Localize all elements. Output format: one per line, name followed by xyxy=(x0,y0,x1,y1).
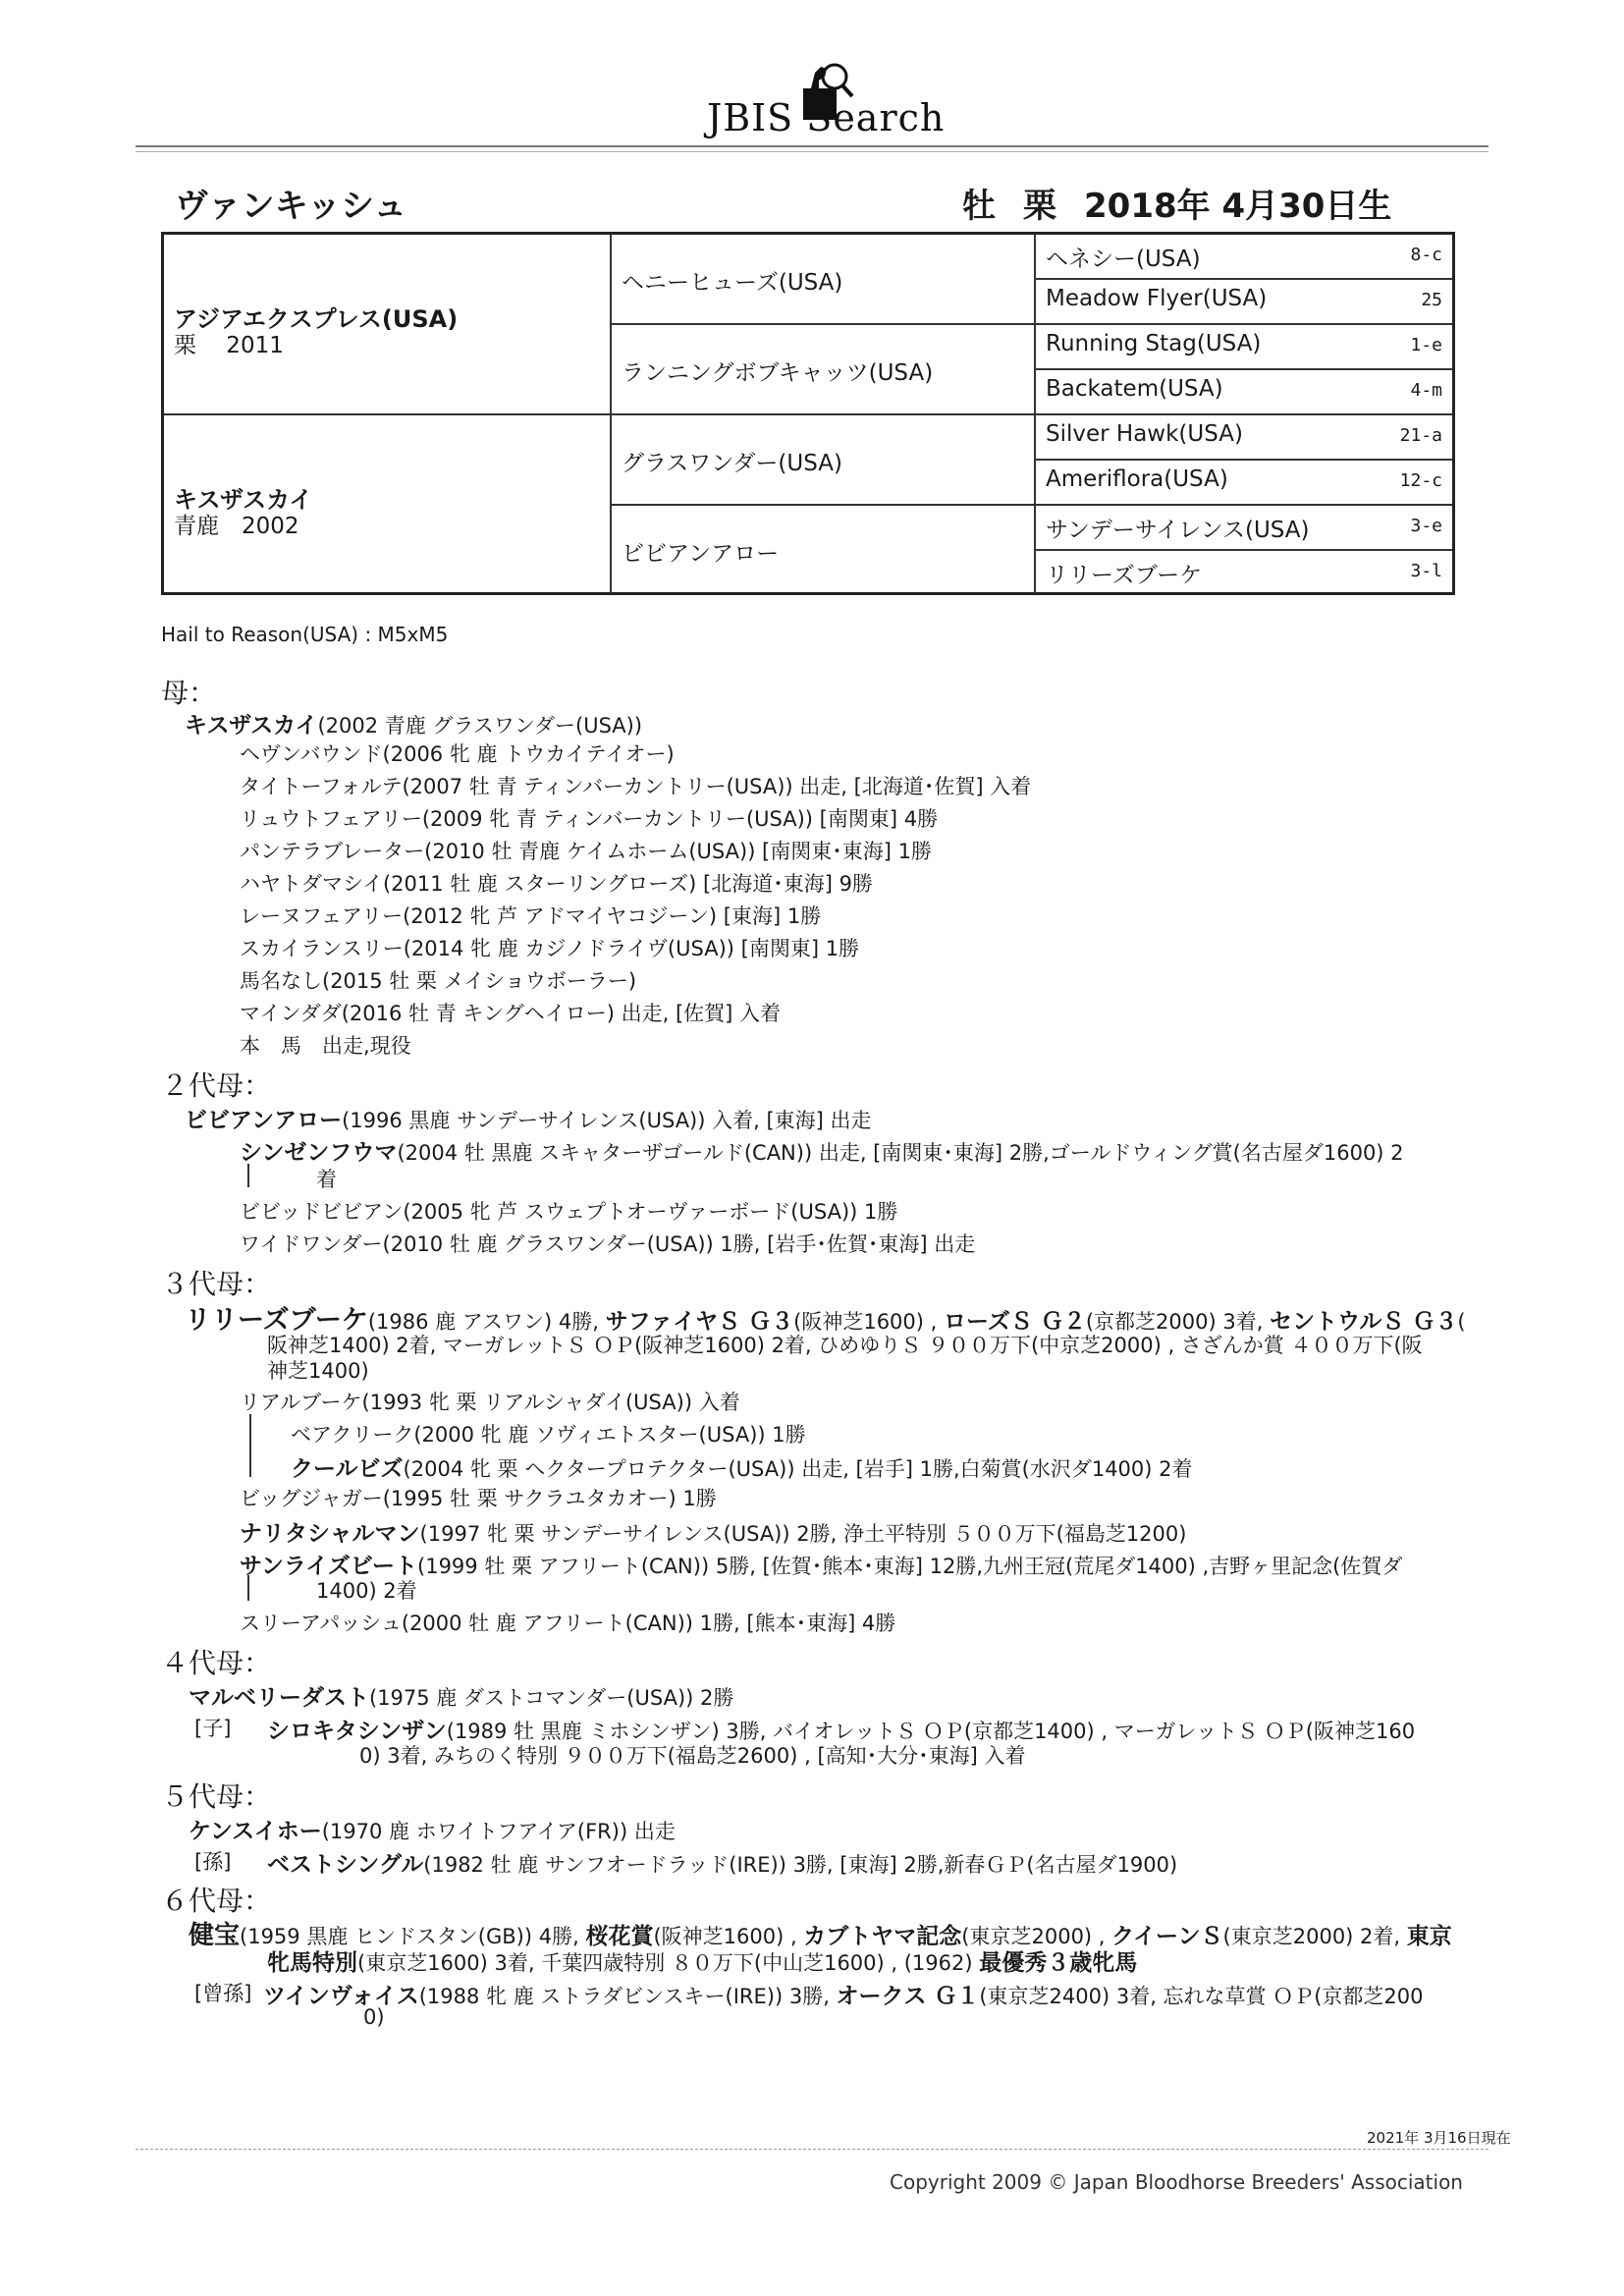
list-item: ワイドワンダー(2010 牡 鹿 グラスワンダー(USA)) 1勝, [岩手･佐賀･東海] 出走 xyxy=(240,1232,976,1256)
g3-2-note: 25 xyxy=(1421,290,1442,310)
list-item: ベストシングル(1982 牡 鹿 サンフオードラッド(IRE)) 3勝, [東海] 2勝,新春ＧＰ(名古屋ダ1900) xyxy=(267,1852,1178,1878)
g3-1: ヘネシー(USA) xyxy=(1046,246,1201,272)
inbreeding-note: Hail to Reason(USA) : M5xM5 xyxy=(161,623,449,646)
list-item: ベアクリーク(2000 牝 鹿 ソヴィエトスター(USA)) 1勝 xyxy=(291,1423,806,1447)
g3-8-note: 3-l xyxy=(1410,561,1442,581)
header-rule xyxy=(135,145,1489,147)
dam-sire: グラスワンダー(USA) xyxy=(622,451,842,476)
section-5th-dam: ５代母： xyxy=(161,1780,272,1813)
list-item: 健宝(1959 黒鹿 ヒンドスタン(GB)) 4勝, 桜花賞(阪神芝1600) , カブトヤマ記念(東京芝2000) , クイーンＳ(東京芝2000) 2着, 東京 xyxy=(189,1921,1452,1950)
g3-6-note: 12-c xyxy=(1399,470,1442,491)
g3-7: サンデーサイレンス(USA) xyxy=(1046,518,1310,543)
list-item: [子] xyxy=(194,1717,232,1740)
list-item: キスザスカイ(2002 青鹿 グラスワンダー(USA)) xyxy=(185,713,643,738)
list-item: リュウトフェアリー(2009 牝 青 ティンバーカントリー(USA)) [南関東] 4勝 xyxy=(240,807,939,831)
horse-name: ヴァンキッシュ xyxy=(175,187,407,226)
list-item: 馬名なし(2015 牡 栗 メイショウボーラー) xyxy=(240,969,637,993)
list-item: [曾孫] xyxy=(194,1982,252,2005)
list-item: 牝馬特別(東京芝1600) 3着, 千葉四歳特別 ８０万下(中山芝1600) , (1962) 最優秀３歳牝馬 xyxy=(267,1950,1138,1976)
list-item: ハヤトダマシイ(2011 牡 鹿 スターリングローズ) [北海道･東海] 9勝 xyxy=(240,872,873,896)
section-3rd-dam: ３代母： xyxy=(161,1268,272,1300)
footer-rule xyxy=(135,2149,1489,2150)
section-4th-dam: ４代母： xyxy=(161,1647,272,1679)
tree-bar xyxy=(247,1164,249,1187)
tree-bar xyxy=(247,1575,249,1601)
list-item: パンテラブレーター(2010 牡 青鹿 ケイムホーム(USA)) [南関東･東海] 1勝 xyxy=(240,840,932,863)
list-item: 神芝1400) xyxy=(267,1359,369,1383)
horse-info xyxy=(962,179,1419,227)
dam-name: キスザスカイ xyxy=(174,486,313,514)
sire-dam: ランニングボブキャッツ(USA) xyxy=(622,360,934,386)
list-item: サンライズビート(1999 牡 栗 アフリート(CAN)) 5勝, [佐賀･熊本･東海] 12勝,九州王冠(荒尾ダ1400) ,吉野ヶ里記念(佐賀ダ xyxy=(240,1554,1403,1579)
sire-info: 栗 2011 xyxy=(174,333,284,358)
tree-bar xyxy=(249,1414,251,1477)
list-item: ビビアンアロー(1996 黒鹿 サンデーサイレンス(USA)) 入着, [東海] 出走 xyxy=(185,1108,872,1133)
list-item: シンゼンフウマ(2004 牡 黒鹿 スキャターザゴールド(CAN)) 出走, [南関東･東海] 2勝,ゴールドウィング賞(名古屋ダ1600) 2 xyxy=(240,1140,1404,1166)
divider xyxy=(1034,459,1452,461)
logo-text: JBIS Search xyxy=(707,96,946,139)
list-item: ビビッドビビアン(2005 牝 芦 スウェプトオーヴァーボード(USA)) 1勝 xyxy=(240,1200,898,1224)
list-item: 0) xyxy=(363,2005,385,2029)
g3-4: Backatem(USA) xyxy=(1046,376,1223,402)
list-item: 本 馬 出走,現役 xyxy=(240,1034,411,1058)
g3-6: Ameriflora(USA) xyxy=(1046,466,1228,492)
dam-info: 青鹿 2002 xyxy=(174,514,299,539)
list-item: スカイランスリー(2014 牝 鹿 カジノドライヴ(USA)) [南関東] 1勝 xyxy=(240,937,860,960)
pedigree-table xyxy=(161,232,1455,595)
list-item: 1400) 2着 xyxy=(316,1579,417,1603)
g3-4-note: 4-m xyxy=(1410,380,1442,401)
g3-3: Running Stag(USA) xyxy=(1046,331,1262,356)
divider xyxy=(610,504,1452,506)
list-item: 阪神芝1400) 2着, マーガレットＳ ＯＰ(阪神芝1600) 2着, ひめゆりＳ ９００万下(中京芝2000) , さざんか賞 ４００万下(阪 xyxy=(267,1334,1423,1357)
list-item: リアルブーケ(1993 牝 栗 リアルシャダイ(USA)) 入着 xyxy=(240,1391,740,1414)
section-dam: 母： xyxy=(161,677,217,709)
dam-dam: ビビアンアロー xyxy=(622,541,780,567)
list-item: ケンスイホー(1970 鹿 ホワイトフアイア(FR)) 出走 xyxy=(189,1819,676,1844)
divider xyxy=(1034,549,1452,551)
section-2nd-dam: ２代母： xyxy=(161,1069,272,1102)
jbis-logo xyxy=(687,57,946,145)
list-item: クールビズ(2004 牝 栗 ヘクタープロテクター(USA)) 出走, [岩手] 1勝,白菊賞(水沢ダ1400) 2着 xyxy=(291,1456,1193,1482)
divider xyxy=(164,413,1452,415)
header-rule-thin xyxy=(135,151,1489,152)
divider xyxy=(610,323,1452,325)
horse-sex: 牡 xyxy=(962,187,996,226)
divider xyxy=(1034,368,1452,370)
g3-7-note: 3-e xyxy=(1410,516,1442,536)
list-item: スリーアパッシュ(2000 牡 鹿 アフリート(CAN)) 1勝, [熊本･東海] 4勝 xyxy=(240,1612,896,1635)
date-stamp: 2021年 3月16日現在 xyxy=(1367,2129,1511,2147)
g3-5-note: 21-a xyxy=(1399,425,1442,446)
sire-sire: ヘニーヒューズ(USA) xyxy=(622,270,843,296)
divider xyxy=(1034,278,1452,280)
g3-2: Meadow Flyer(USA) xyxy=(1046,286,1268,311)
sire-name: アジアエクスプレス(USA) xyxy=(174,305,459,333)
section-6th-dam: ６代母： xyxy=(161,1885,272,1917)
list-item: タイトーフォルテ(2007 牡 青 ティンバーカントリー(USA)) 出走, [北海道･佐賀] 入着 xyxy=(240,775,1032,798)
g3-3-note: 1-e xyxy=(1410,335,1442,355)
horse-birth: 2018年 4月30日生 xyxy=(1084,187,1392,226)
list-item: シロキタシンザン(1989 牡 黒鹿 ミホシンザン) 3勝, バイオレットＳ ＯＰ(京都芝1400) , マーガレットＳ ＯＰ(阪神芝160 xyxy=(267,1719,1416,1744)
list-item: マインダダ(2016 牡 青 キングヘイロー) 出走, [佐賀] 入着 xyxy=(240,1002,782,1025)
g3-5: Silver Hawk(USA) xyxy=(1046,421,1243,447)
horse-color: 栗 xyxy=(1023,187,1056,226)
list-item: ナリタシャルマン(1997 牝 栗 サンデーサイレンス(USA)) 2勝, 浄土平特別 ５００万下(福島芝1200) xyxy=(240,1521,1187,1547)
list-item: ビッグジャガー(1995 牡 栗 サクラユタカオー) 1勝 xyxy=(240,1487,717,1510)
list-item: レーヌフェアリー(2012 牝 芦 アドマイヤコジーン) [東海] 1勝 xyxy=(240,904,822,928)
list-item: ツインヴォイス(1988 牝 鹿 ストラダビンスキー(IRE)) 3勝, オークス Ｇ１(東京芝2400) 3着, 忘れな草賞 ＯＰ(京都芝200 xyxy=(263,1984,1424,2009)
list-item: リリーズブーケ(1986 鹿 アスワン) 4勝, サファイヤＳ Ｇ３(阪神芝1600) , ローズＳ Ｇ２(京都芝2000) 3着, セントウルＳ Ｇ３( xyxy=(185,1305,1466,1336)
list-item: マルベリーダスト(1975 鹿 ダストコマンダー(USA)) 2勝 xyxy=(189,1685,734,1711)
g3-1-note: 8-c xyxy=(1410,245,1442,265)
copyright: Copyright 2009 © Japan Bloodhorse Breeders' Association xyxy=(890,2170,1463,2194)
list-item: [孫] xyxy=(194,1850,232,1874)
g3-8: リリーズブーケ xyxy=(1046,563,1203,588)
list-item: 着 xyxy=(316,1168,337,1191)
list-item: ヘヴンバウンド(2006 牝 鹿 トウカイテイオー) xyxy=(240,742,675,766)
list-item: 0) 3着, みちのく特別 ９００万下(福島芝2600) , [高知･大分･東海] 入着 xyxy=(359,1744,1026,1768)
